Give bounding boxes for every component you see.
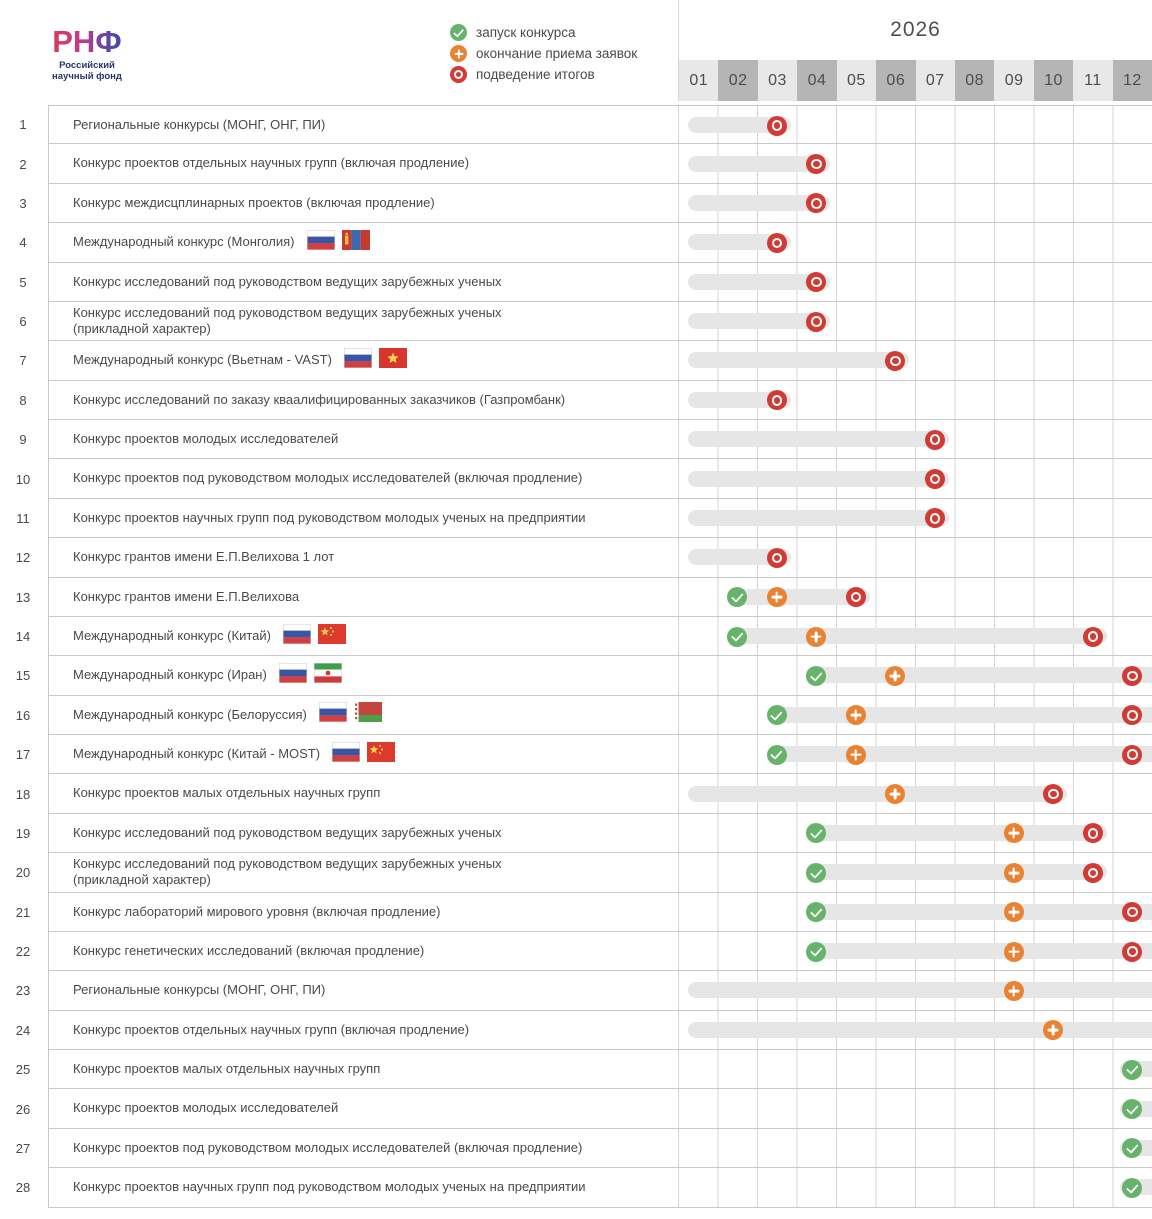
row-title: Международный конкурс (Монголия) (73, 234, 295, 250)
row-title-cell (49, 341, 678, 379)
timeline-cell (678, 617, 1152, 655)
table-row (0, 617, 1152, 656)
row-title: Конкурс исследований под руководством ведущих зарубежных ученых (прикладной характер) (73, 304, 502, 337)
marker-results-icon (885, 351, 905, 371)
row-title: Конкурс проектов научных групп под руководством молодых ученых на предприятии (73, 1179, 586, 1195)
timeline-bar (688, 352, 909, 368)
marker-results-icon (1083, 863, 1103, 883)
table-row (0, 774, 1152, 813)
timeline-bar (688, 786, 1067, 802)
row-title: Конкурс проектов малых отдельных научных групп (73, 1061, 381, 1077)
month-cell: 02 (718, 60, 757, 101)
timeline-cell (678, 106, 1152, 143)
timeline-bar (688, 1022, 1152, 1038)
month-cell: 06 (876, 60, 915, 101)
table-row (0, 971, 1152, 1010)
flag-ru-icon (307, 230, 335, 255)
timeline-bar (769, 707, 1152, 723)
row-number: 26 (15, 1101, 31, 1117)
table-row (0, 578, 1152, 617)
table-row (0, 302, 1152, 341)
row-number: 9 (19, 432, 27, 448)
marker-launch-icon (1122, 1178, 1142, 1198)
row-number: 22 (15, 944, 31, 960)
row-title: Конкурс проектов молодых исследователей (73, 431, 339, 447)
marker-deadline-icon (1004, 902, 1024, 922)
row-number: 3 (19, 195, 27, 211)
legend-label: подведение итогов (476, 67, 595, 82)
marker-results-icon (1083, 627, 1103, 647)
month-cell: 11 (1073, 60, 1112, 101)
row-number: 24 (15, 1022, 31, 1038)
row-title: Международный конкурс (Белоруссия) (73, 706, 307, 722)
month-cell: 10 (1034, 60, 1073, 101)
row-title-cell (49, 656, 678, 694)
flag-ru-icon (344, 348, 372, 373)
country-flags (279, 663, 349, 688)
row-title: Международный конкурс (Китай - MOST) (73, 746, 321, 762)
results-ring-icon (450, 66, 467, 83)
row-number: 7 (19, 353, 27, 369)
table-row (0, 893, 1152, 932)
row-number: 25 (15, 1062, 31, 1078)
row-title-cell (49, 381, 678, 419)
row-title-cell (49, 184, 678, 222)
marker-deadline-icon (1004, 942, 1024, 962)
flag-by-icon (354, 702, 382, 727)
marker-results-icon (767, 390, 787, 410)
timeline-cell (678, 578, 1152, 616)
timeline-bar (769, 746, 1152, 762)
row-number: 15 (15, 668, 31, 684)
row-title: Международный конкурс (Иран) (73, 667, 267, 683)
row-title-cell (49, 499, 678, 537)
timeline-cell (678, 893, 1152, 931)
timeline-cell (678, 932, 1152, 970)
row-number: 28 (15, 1180, 31, 1196)
row-title-cell (49, 932, 678, 970)
row-title-cell (49, 223, 678, 261)
marker-deadline-icon (767, 587, 787, 607)
row-number: 10 (15, 471, 31, 487)
row-title-cell (49, 1050, 678, 1088)
table-row (0, 932, 1152, 971)
row-title-cell (49, 106, 678, 143)
row-number: 21 (15, 904, 31, 920)
timeline-bar (808, 864, 1106, 880)
row-title: Конкурс грантов имени Е.П.Велихова 1 лот (73, 549, 335, 565)
marker-results-icon (925, 469, 945, 489)
marker-deadline-icon (846, 705, 866, 725)
table-row (0, 499, 1152, 538)
country-flags (332, 742, 402, 767)
month-cell: 08 (955, 60, 994, 101)
timeline-cell (678, 538, 1152, 576)
table-row (0, 1168, 1152, 1207)
row-number: 27 (15, 1140, 31, 1156)
table-row (0, 814, 1152, 853)
marker-deadline-icon (846, 745, 866, 765)
timeline-bar (688, 982, 1152, 998)
row-number: 23 (15, 983, 31, 999)
row-title-cell (49, 302, 678, 340)
table-row (0, 105, 1152, 144)
timeline-cell (678, 1129, 1152, 1167)
row-number: 20 (15, 865, 31, 881)
month-cell: 05 (837, 60, 876, 101)
table-row (0, 184, 1152, 223)
table-row (0, 538, 1152, 577)
row-title-cell (49, 814, 678, 852)
timeline-cell (678, 263, 1152, 301)
timeline-cell (678, 1011, 1152, 1049)
row-title: Конкурс исследований под руководством ведущих зарубежных ученых (73, 824, 502, 840)
row-number: 16 (15, 707, 31, 723)
timeline-cell (678, 381, 1152, 419)
marker-results-icon (767, 233, 787, 253)
marker-deadline-icon (1004, 981, 1024, 1001)
timeline-cell (678, 223, 1152, 261)
row-title: Международный конкурс (Китай) (73, 627, 271, 643)
legend-item-results (450, 64, 637, 85)
timeline-cell (678, 1168, 1152, 1206)
row-number: 17 (15, 747, 31, 763)
marker-launch-icon (806, 863, 826, 883)
row-title-cell (49, 735, 678, 773)
timeline-cell (678, 1050, 1152, 1088)
row-title-cell (49, 144, 678, 182)
timeline-cell (678, 656, 1152, 694)
marker-results-icon (767, 116, 787, 136)
row-title: Конкурс проектов под руководством молодых исследователей (включая продление) (73, 470, 583, 486)
marker-launch-icon (767, 745, 787, 765)
marker-launch-icon (727, 627, 747, 647)
timeline-bar (808, 904, 1152, 920)
marker-launch-icon (806, 942, 826, 962)
rnf-logo (44, 26, 130, 83)
row-title-cell (49, 1089, 678, 1127)
month-cell: 04 (797, 60, 836, 101)
row-title-cell (49, 696, 678, 734)
table-row (0, 381, 1152, 420)
marker-deadline-icon (1004, 863, 1024, 883)
flag-ru-icon (279, 663, 307, 688)
country-flags (319, 702, 389, 727)
row-title-cell (49, 420, 678, 458)
table-row (0, 144, 1152, 183)
table-row (0, 1129, 1152, 1168)
timeline-cell (678, 774, 1152, 812)
timeline-cell (678, 853, 1152, 891)
flag-vn-icon (379, 348, 407, 373)
deadline-plus-icon (450, 45, 467, 62)
row-title: Конкурс генетических исследований (включая продление) (73, 942, 425, 958)
timeline-cell (678, 1089, 1152, 1127)
row-title: Конкурс исследований под руководством ведущих зарубежных ученых (прикладной характер) (73, 856, 502, 888)
rnf-logo-text: РНФ (44, 26, 130, 57)
legend-label: окончание приема заявок (476, 46, 638, 61)
row-title-cell (49, 774, 678, 812)
row-title: Международный конкурс (Вьетнам - VAST) (73, 352, 332, 368)
month-header (678, 60, 1152, 101)
month-cell: 03 (758, 60, 797, 101)
row-title-cell (49, 263, 678, 301)
row-number: 8 (19, 392, 27, 408)
rnf-logo-subtitle: Российский научный фонд (52, 60, 122, 83)
row-number: 2 (19, 156, 27, 172)
row-title: Конкурс проектов молодых исследователей (73, 1100, 339, 1116)
month-cell: 01 (679, 60, 718, 101)
row-number: 6 (19, 314, 27, 330)
table-row (0, 853, 1152, 892)
month-cell: 12 (1113, 60, 1152, 101)
row-number: 5 (19, 274, 27, 290)
timeline-bar (729, 628, 1106, 644)
table-row (0, 735, 1152, 774)
timeline-bar (688, 431, 949, 447)
row-title-cell (49, 1168, 678, 1206)
timeline-cell (678, 459, 1152, 497)
marker-deadline-icon (806, 627, 826, 647)
row-title-cell (49, 459, 678, 497)
timeline-bar (688, 510, 949, 526)
row-title: Конкурс междисцплинарных проектов (включая продление) (73, 194, 435, 210)
country-flags (283, 624, 353, 649)
timeline-cell (678, 341, 1152, 379)
marker-results-icon (1122, 745, 1142, 765)
legend-item-deadline (450, 43, 637, 64)
row-title-cell (49, 893, 678, 931)
flag-mn-icon (342, 230, 370, 255)
timeline-cell (678, 971, 1152, 1009)
row-title-cell (49, 853, 678, 891)
timeline-cell (678, 499, 1152, 537)
flag-ru-icon (332, 742, 360, 767)
marker-results-icon (806, 312, 826, 332)
timeline-bar (808, 825, 1106, 841)
launch-check-icon (450, 24, 467, 41)
row-number: 13 (15, 589, 31, 605)
row-number: 11 (16, 510, 30, 526)
country-flags (307, 230, 377, 255)
row-number: 1 (19, 117, 27, 133)
legend (450, 22, 637, 85)
flag-cn-icon (367, 742, 395, 767)
row-title: Конкурс грантов имени Е.П.Велихова (73, 588, 300, 604)
table-row (0, 1050, 1152, 1089)
row-title: Конкурс проектов научных групп под руководством молодых ученых на предприятии (73, 509, 586, 525)
row-title-cell (49, 1129, 678, 1167)
row-number: 19 (15, 825, 31, 841)
schedule-table (0, 105, 1152, 1208)
row-title-cell (49, 578, 678, 616)
row-title: Конкурс проектов малых отдельных научных групп (73, 785, 381, 801)
month-cell: 09 (994, 60, 1033, 101)
marker-launch-icon (767, 705, 787, 725)
table-row (0, 696, 1152, 735)
timeline-cell (678, 814, 1152, 852)
timeline-bar (688, 471, 949, 487)
row-number: 14 (15, 629, 31, 645)
row-title-cell (49, 538, 678, 576)
table-row (0, 263, 1152, 302)
row-title: Конкурс проектов отдельных научных групп (включая продление) (73, 155, 470, 171)
table-row (0, 223, 1152, 262)
row-number: 12 (15, 550, 31, 566)
legend-label: запуск конкурса (476, 25, 576, 40)
month-cell: 07 (916, 60, 955, 101)
flag-cn-icon (318, 624, 346, 649)
row-title: Конкурс исследований по заказу кваалифицированных заказчиков (Газпромбанк) (73, 391, 566, 407)
table-row (0, 459, 1152, 498)
country-flags (344, 348, 414, 373)
table-row (0, 656, 1152, 695)
row-title-cell (49, 617, 678, 655)
timeline-cell (678, 144, 1152, 182)
row-title: Конкурс проектов под руководством молодых исследователей (включая продление) (73, 1139, 583, 1155)
row-title: Конкурс проектов отдельных научных групп (включая продление) (73, 1021, 470, 1037)
timeline-cell (678, 184, 1152, 222)
row-title: Конкурс лабораторий мирового уровня (включая продление) (73, 903, 441, 919)
row-title-cell (49, 971, 678, 1009)
legend-item-launch (450, 22, 637, 43)
row-number: 18 (15, 786, 31, 802)
flag-ir-icon (314, 663, 342, 688)
marker-results-icon (767, 548, 787, 568)
timeline-cell (678, 302, 1152, 340)
timeline-cell (678, 420, 1152, 458)
table-row (0, 341, 1152, 380)
table-row (0, 1089, 1152, 1128)
table-row (0, 420, 1152, 459)
marker-results-icon (846, 587, 866, 607)
row-title: Региональные конкурсы (МОНГ, ОНГ, ПИ) (73, 116, 326, 132)
timeline-bar (808, 667, 1152, 683)
row-number: 4 (19, 235, 27, 251)
timeline-cell (678, 735, 1152, 773)
row-title: Конкурс исследований под руководством ведущих зарубежных ученых (73, 273, 502, 289)
year-label: 2026 (678, 0, 1152, 60)
row-title: Региональные конкурсы (МОНГ, ОНГ, ПИ) (73, 982, 326, 998)
marker-results-icon (925, 430, 945, 450)
flag-ru-icon (319, 702, 347, 727)
flag-ru-icon (283, 624, 311, 649)
timeline-cell (678, 696, 1152, 734)
table-row (0, 1011, 1152, 1050)
timeline-bar (808, 943, 1152, 959)
row-title-cell (49, 1011, 678, 1049)
marker-launch-icon (1122, 1060, 1142, 1080)
marker-results-icon (1122, 942, 1142, 962)
